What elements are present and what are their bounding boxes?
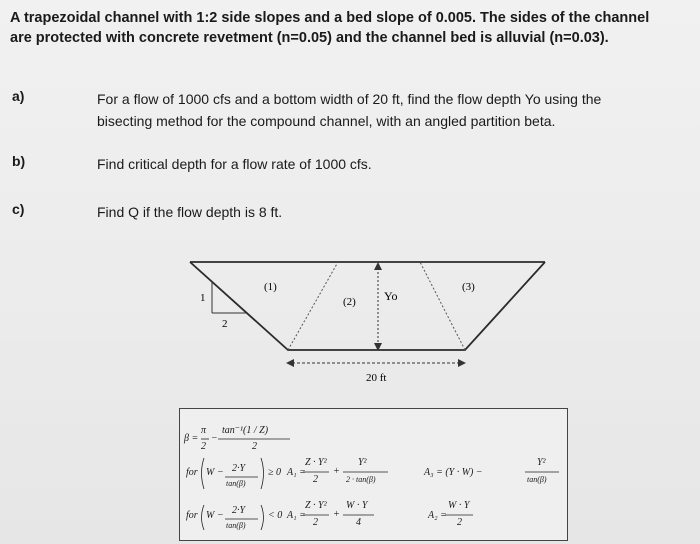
problem-statement-line-2: are protected with concrete revetment (n=0.05) and the channel bed is alluvial (n=0.03). xyxy=(10,30,609,46)
plus-1: + xyxy=(333,466,340,477)
slope-vertical-label: 1 xyxy=(200,292,206,304)
beta-minus: − xyxy=(211,433,218,444)
minus-2: − xyxy=(217,510,224,521)
w-term-1: W xyxy=(206,467,215,478)
wy-1: W · Y xyxy=(346,500,368,511)
beta-pi-denominator: 2 xyxy=(201,441,206,452)
four: 4 xyxy=(356,517,361,528)
y2-2: Y² xyxy=(537,457,546,468)
part-a-label: a) xyxy=(12,88,25,104)
zy2-2: Z · Y² xyxy=(305,500,327,511)
wy-2: W · Y xyxy=(448,500,470,511)
channel-outline xyxy=(190,262,545,350)
two-2: 2 xyxy=(313,517,318,528)
a1-label: A₁ = xyxy=(287,467,306,478)
region-3-label: (3) xyxy=(462,281,475,293)
part-b-text: Find critical depth for a flow rate of 1000 cfs. xyxy=(97,156,372,172)
part-b-label: b) xyxy=(12,153,26,169)
slope-horizontal-label: 2 xyxy=(222,318,228,330)
beta-lhs: β = xyxy=(184,433,199,444)
beta-atan: tan⁻¹(1 / Z) xyxy=(222,425,269,436)
problem-statement-line-1: A trapezoidal channel with 1:2 side slopes and a bed slope of 0.005. The sides of the channel xyxy=(10,10,650,26)
region-1-label: (1) xyxy=(264,281,277,293)
two-tan-beta: 2 · tan(β) xyxy=(346,475,376,484)
tan-beta-1: tan(β) xyxy=(226,479,246,488)
region-2-label: (2) xyxy=(343,296,356,308)
bottom-width-label: 20 ft xyxy=(366,372,387,384)
a3-label: A₃ = (Y · W) − xyxy=(424,467,483,478)
lt-zero: < 0 xyxy=(268,510,283,521)
y2-1: Y² xyxy=(358,457,367,468)
part-c-label: c) xyxy=(12,201,25,217)
w-term-2: W xyxy=(206,510,215,521)
ge-zero: ≥ 0 xyxy=(268,467,281,478)
tan-beta-2: tan(β) xyxy=(226,521,246,530)
plus-2: + xyxy=(333,509,340,520)
partition-line-left xyxy=(288,262,338,350)
width-arrow-right xyxy=(458,359,466,367)
part-a-line-1: For a flow of 1000 cfs and a bottom width of 20 ft, find the flow depth Yo using the xyxy=(97,91,602,107)
beta-atan-denominator: 2 xyxy=(252,441,257,452)
two-y-2: 2·Y xyxy=(232,505,246,516)
part-a-line-2: bisecting method for the compound channel, with an angled partition beta. xyxy=(97,113,556,129)
two-1: 2 xyxy=(313,474,318,485)
tan-beta-3: tan(β) xyxy=(527,475,547,484)
for-label-2: for xyxy=(186,510,198,521)
a1-label-2: A₁ = xyxy=(287,510,306,521)
depth-label: Yo xyxy=(384,289,398,303)
two-3: 2 xyxy=(457,517,462,528)
two-y-1: 2·Y xyxy=(232,463,246,474)
a2-label: A₂ = xyxy=(428,510,447,521)
minus-1: − xyxy=(217,467,224,478)
zy2-1: Z · Y² xyxy=(305,457,327,468)
beta-pi: π xyxy=(201,425,207,436)
formula-box xyxy=(179,408,568,541)
partition-line-right xyxy=(420,262,465,350)
depth-arrow-top xyxy=(374,262,382,270)
part-c-text: Find Q if the flow depth is 8 ft. xyxy=(97,204,283,220)
width-arrow-left xyxy=(286,359,294,367)
for-label-1: for xyxy=(186,467,198,478)
